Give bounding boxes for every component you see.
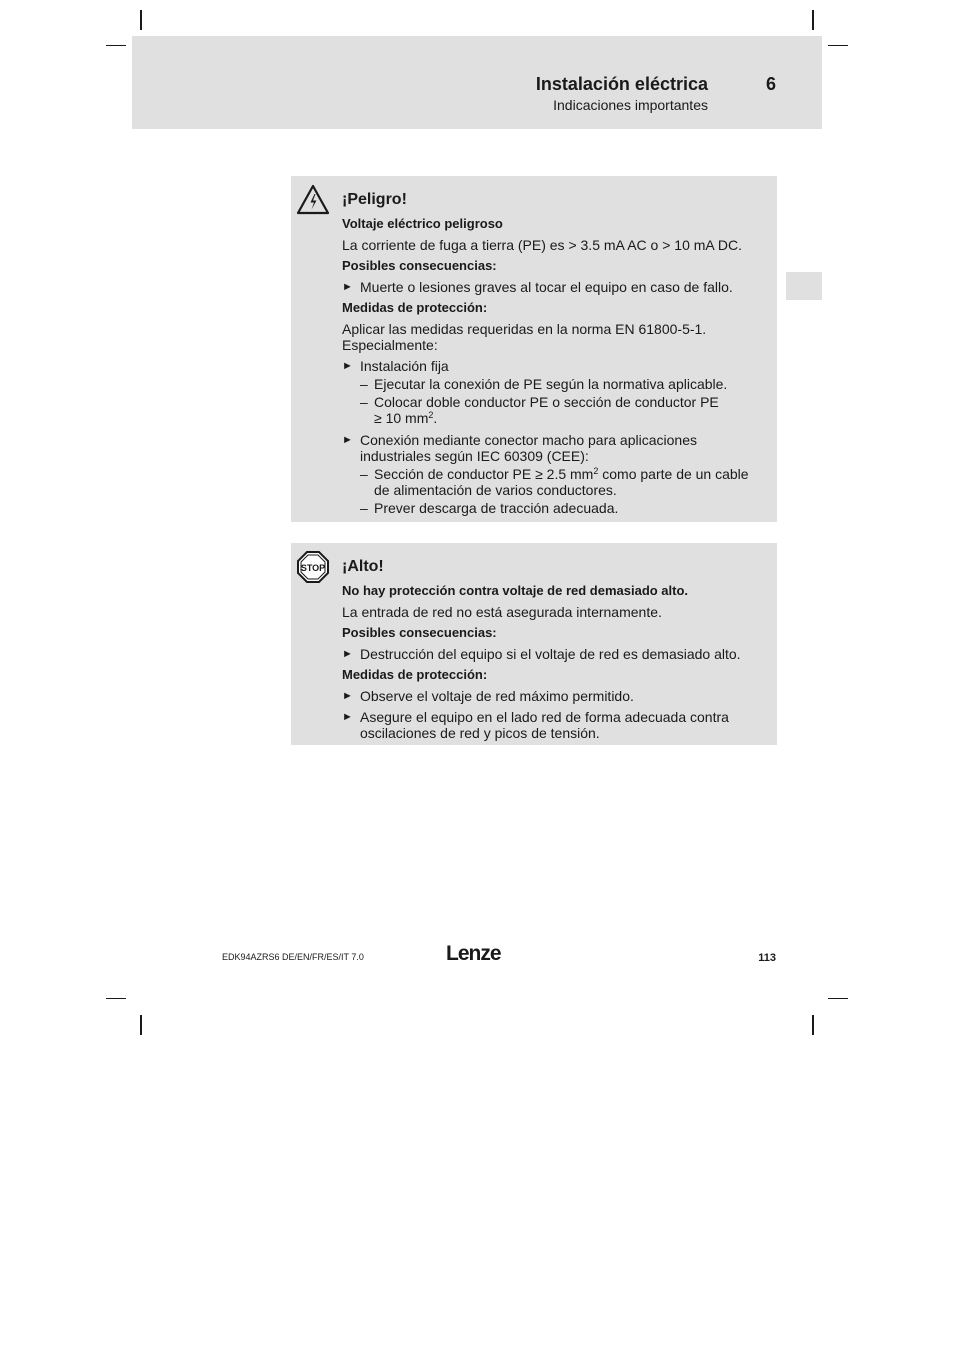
measures-text: Aplicar las medidas requeridas en la norma EN 61800-5-1. Especialmente: — [342, 321, 707, 353]
chapter-header — [132, 36, 822, 129]
crop-mark — [828, 998, 848, 999]
lenze-logo: Lenze — [446, 942, 501, 965]
list-item: ► Conexión mediante conector macho para aplicaciones industriales según IEC 60309 (CEE): — [342, 432, 697, 464]
bullet-arrow-icon: ► — [342, 281, 353, 293]
list-item: ► Muerte o lesiones graves al tocar el equipo en caso de fallo. — [342, 279, 733, 295]
crop-mark — [106, 998, 126, 999]
sub-list-item: – Ejecutar la conexión de PE según la normativa aplicable. — [360, 376, 728, 392]
measures-label: Medidas de protección: — [342, 300, 488, 315]
measures-label: Medidas de protección: — [342, 667, 488, 682]
bullet-arrow-icon: ► — [342, 434, 353, 446]
consequences-label: Posibles consecuencias: — [342, 258, 497, 273]
consequences-label: Posibles consecuencias: — [342, 625, 497, 640]
crop-mark — [140, 1015, 142, 1035]
hazard-text: La entrada de red no está asegurada internamente. — [342, 604, 662, 620]
sub-list-item: – Prever descarga de tracción adecuada. — [360, 500, 619, 516]
svg-text:STOP: STOP — [300, 563, 326, 573]
danger-body — [342, 190, 767, 518]
page-number: 113 — [758, 952, 776, 964]
chapter-subtitle: Indicaciones importantes — [553, 97, 708, 113]
hazard-label: No hay protección contra voltaje de red demasiado alto. — [342, 583, 689, 598]
bullet-arrow-icon: ► — [342, 690, 353, 702]
list-item: ► Asegure el equipo en el lado red de forma adecuada contra oscilaciones de red y picos de tensión. — [342, 709, 729, 741]
list-item: ► Instalación fija — [342, 358, 449, 374]
crop-mark — [812, 1015, 814, 1035]
chapter-title: Instalación eléctrica — [535, 74, 708, 94]
electric-hazard-icon — [296, 183, 330, 217]
sub-list-item: – Sección de conductor PE ≥ 2.5 $mm^2$ como parte de un cable de alimentación de varios conductores. — [360, 466, 749, 498]
crop-mark — [106, 45, 126, 46]
sub-list-item: – Colocar doble conductor PE o sección de conductor PE ≥ 10 $mm^2$. — [360, 394, 719, 426]
list-item: ► Observe el voltaje de red máximo permitido. — [342, 688, 634, 704]
crop-mark — [812, 10, 814, 30]
chapter-side-tab — [786, 272, 822, 300]
hazard-label: Voltaje eléctrico peligroso — [342, 216, 503, 231]
bullet-arrow-icon: ► — [342, 711, 353, 723]
danger-title: ¡Peligro! — [342, 191, 407, 208]
stop-notice — [291, 543, 777, 745]
document-id: EDK94AZRS6 DE/EN/FR/ES/IT 7.0 — [222, 952, 364, 962]
stop-sign-icon — [296, 550, 330, 584]
list-item: ► Destrucción del equipo si el voltaje de red es demasiado alto. — [342, 646, 741, 662]
bullet-arrow-icon: ► — [342, 360, 353, 372]
hazard-text: La corriente de fuga a tierra (PE) es > 3.5 mA AC o > 10 mA DC. — [342, 237, 742, 253]
bullet-arrow-icon: ► — [342, 648, 353, 660]
crop-mark — [140, 10, 142, 30]
stop-body — [342, 557, 767, 746]
danger-notice — [291, 176, 777, 522]
stop-title: ¡Alto! — [342, 558, 384, 575]
crop-mark — [828, 45, 848, 46]
chapter-number: 6 — [766, 74, 777, 94]
